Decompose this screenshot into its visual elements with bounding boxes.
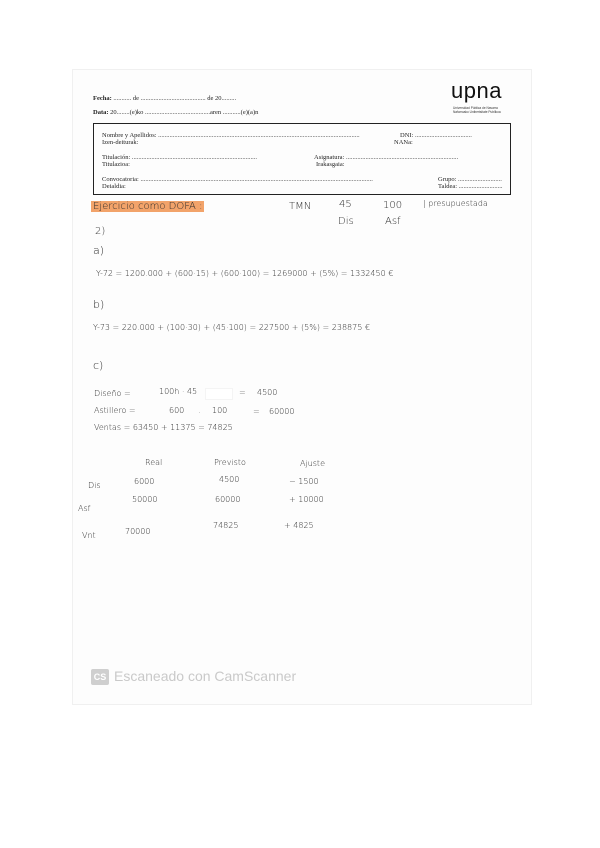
part-b-label: b) <box>93 298 105 311</box>
row-vnt-real: 70000 <box>125 527 151 536</box>
astillero-eq: = <box>253 407 260 416</box>
asf-label: Asf <box>385 216 401 227</box>
nana-field: NANa: <box>394 139 413 146</box>
row-asf-ajuste: + 10000 <box>289 495 324 504</box>
row-asf-label: Asf <box>78 504 91 513</box>
part-c-label: c) <box>93 359 104 372</box>
nombre-field: Nombre y Apellidos: ............................................................................................................................ <box>102 132 360 139</box>
asignatura-field: Asignatura: ..................................................................... <box>314 154 459 161</box>
scanned-page <box>73 70 531 704</box>
astillero-value: 60000 <box>269 407 295 416</box>
tmn-label: TMN <box>289 201 312 212</box>
row-vnt-ajuste: + 4825 <box>284 521 314 530</box>
irakasgaia-field: Irakasgaia: <box>316 161 345 168</box>
camscanner-text: Escaneado con CamScanner <box>114 668 297 684</box>
row-vnt-previsto: 74825 <box>213 521 239 530</box>
part-a-label: a) <box>93 244 105 257</box>
row-dis-ajuste: − 1500 <box>289 477 319 486</box>
header-previsto: Previsto <box>214 458 246 467</box>
ventas-line: Ventas = 63450 + 11375 = 74825 <box>94 423 233 432</box>
line-b: Y-73 = 220.000 + (100·30) + (45·100) = 227500 + (5%) = 238875 € <box>93 323 370 332</box>
tmn-100: 100 <box>383 200 403 211</box>
dis-label: Dis <box>338 216 354 227</box>
tmn-45: 45 <box>339 199 352 210</box>
astillero-label: Astillero = <box>94 406 136 415</box>
astillero-qty: 600 <box>169 406 185 415</box>
item-2-label: 2) <box>95 226 106 237</box>
presupuestada-note: | presupuestada <box>423 199 488 208</box>
exercise-heading: Ejercicio como DOFA : <box>93 201 203 212</box>
header-real: Real <box>145 458 163 467</box>
row-asf-real: 50000 <box>132 495 158 504</box>
deialdia-field: Deialdia: <box>102 183 126 190</box>
titulazioa-field: Titulazioa: <box>102 161 130 168</box>
data-line: 20........(e)ko ........................................aren ...........(e)(a)n <box>110 109 259 116</box>
student-info-box <box>93 123 511 195</box>
camscanner-watermark <box>91 668 296 685</box>
diseno-expr: 100h · 45 <box>159 387 198 396</box>
diseno-label: Diseño = <box>94 389 131 398</box>
redaction-mark <box>206 386 232 396</box>
data-row <box>93 109 258 116</box>
data-label: Data: <box>93 109 109 116</box>
row-dis-previsto: 4500 <box>219 475 240 484</box>
header-ajuste: Ajuste <box>300 459 325 468</box>
line-a: Y-72 = 1200.000 + (600·15) + (600·100) = 1269000 + (5%) = 1332450 € <box>96 269 394 278</box>
dni-field: DNI: ................................... <box>400 132 472 139</box>
izen-field: Izen-deiturak: <box>102 139 139 146</box>
row-asf-previsto: 60000 <box>215 495 241 504</box>
fecha-line: ........... de ........................................ de 20......... <box>113 95 237 102</box>
upna-logo: upna <box>451 78 502 103</box>
camscanner-logo-icon: CS <box>91 669 109 685</box>
titulacion-field: Titulación: ............................................................................. <box>102 154 258 161</box>
fecha-row <box>93 95 236 102</box>
astillero-dot: . <box>198 406 201 415</box>
diseno-eq: = <box>239 388 246 397</box>
row-dis-label: Dis <box>88 481 101 490</box>
diseno-value: 4500 <box>257 388 278 397</box>
grupo-field: Grupo: ........................... <box>438 176 502 183</box>
convocatoria-field: Convocatoria: ............................................................................................................................................... <box>102 176 373 183</box>
fecha-label: Fecha: <box>93 95 112 102</box>
astillero-rate: 100 <box>212 406 228 415</box>
upna-logo-subtitle: Universidad Pública de Navarra Nafarroako Unibertsitate Publikoa <box>453 106 501 114</box>
row-dis-real: 6000 <box>134 477 155 486</box>
taldea-field: Taldea: ........................... <box>438 183 503 190</box>
row-vnt-label: Vnt <box>82 531 96 540</box>
